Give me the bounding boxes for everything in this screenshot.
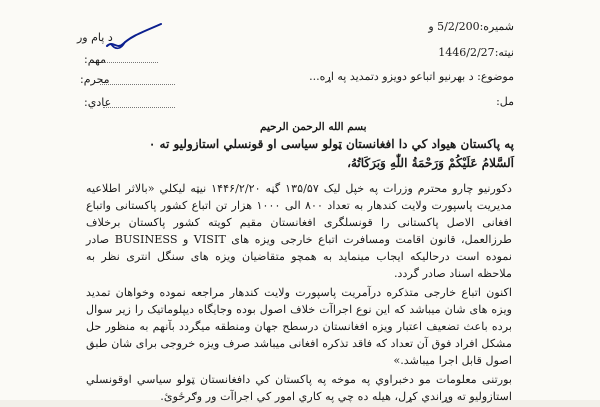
confidential-line [100, 84, 175, 85]
letter-body [86, 180, 512, 407]
confidential-label: محرم: [80, 73, 110, 86]
body-paragraph-3: بورتنی معلومات مو دخبراوي په موخه په پاکستان کي دافغانستان ټولو سیاسي اوقونسلي استازولیو ته وړاندي کړل، هیله ده چي په کاري امور کي اجراآت ور وګرځوئ. [86, 373, 512, 403]
basmala: بسم الله الرحمن الرحیم [260, 121, 367, 133]
greeting: اَلسَّلامُ عَلَیْکُمْ وَرَحْمَةُ اللّٰهِ وَبَرَکَاتُهُ، [347, 156, 514, 170]
subject-line: موضوع: د بهرنیو اتباعو دویزو دتمدید په اړه... [309, 70, 514, 83]
body-paragraph-1: دکورنیو چارو محترم وزرات په خپل لیک ۱۳۵/۵۷ گڼه ۱۴۴۶/۲/۲۰ نیټه لیکلي «بالاثر اطلاعیه مدیریت پاسپورت ولایت کندهار به تعداد ۸۰۰ الی ۱۰۰۰ هزار تن اتباع کشور پاکستانی واتباع افغانی الاصل پاکستانی را قونسلگری افغانستان مقیم کویته کشور پاکستان برخلاف طرزالعمل، قانون اقامت ومسافرت اتباع خارجی ویزه های VISIT و BUSINESS صادر نموده است درحالیکه ایجاب مینماید به همچو متقاضیان ویزه های سنگل انتری نظر به ملاحظه اسناد صادر گردد. [86, 182, 513, 280]
recipient-address: په پاکستان هیواد کي دا افغانستان ټولو سیاسی او قونسلي استازولیو ته ۰ [148, 137, 514, 151]
attachment-label: مل: [496, 95, 514, 108]
ordinary-label: عادي: [84, 96, 112, 109]
urgent-label: مهم: [84, 53, 106, 66]
to-attention-label: د پام ور [77, 31, 113, 44]
ordinary-line [103, 107, 175, 108]
handwritten-check-mark [103, 20, 165, 68]
letter-number: شمیره:5/2/200 و [428, 20, 514, 33]
body-paragraph-2: اکنون اتباع خارجی متذکره درآمریت پاسپورت ولایت کندهار مراجعه نموده وخواهان تمدید ویزه های شان میباشد که این نوع اجراآت خلاف اصول بوده وجایگاه دیپلوماتیک را زیر سوال برده باعث تضعیف اعتبار ویزه افغانستان درسطح جهان ومنطقه میگردد بآنهم به منظور حل مشکل افراد فوق آن تعداد که فاقد تذکره افغانی میباشد صرف ویزه خروجی برای شان طبق اصول قابل اجرا میباشد.» [86, 286, 512, 367]
letter-date: نیته:1446/2/27 [438, 46, 514, 59]
